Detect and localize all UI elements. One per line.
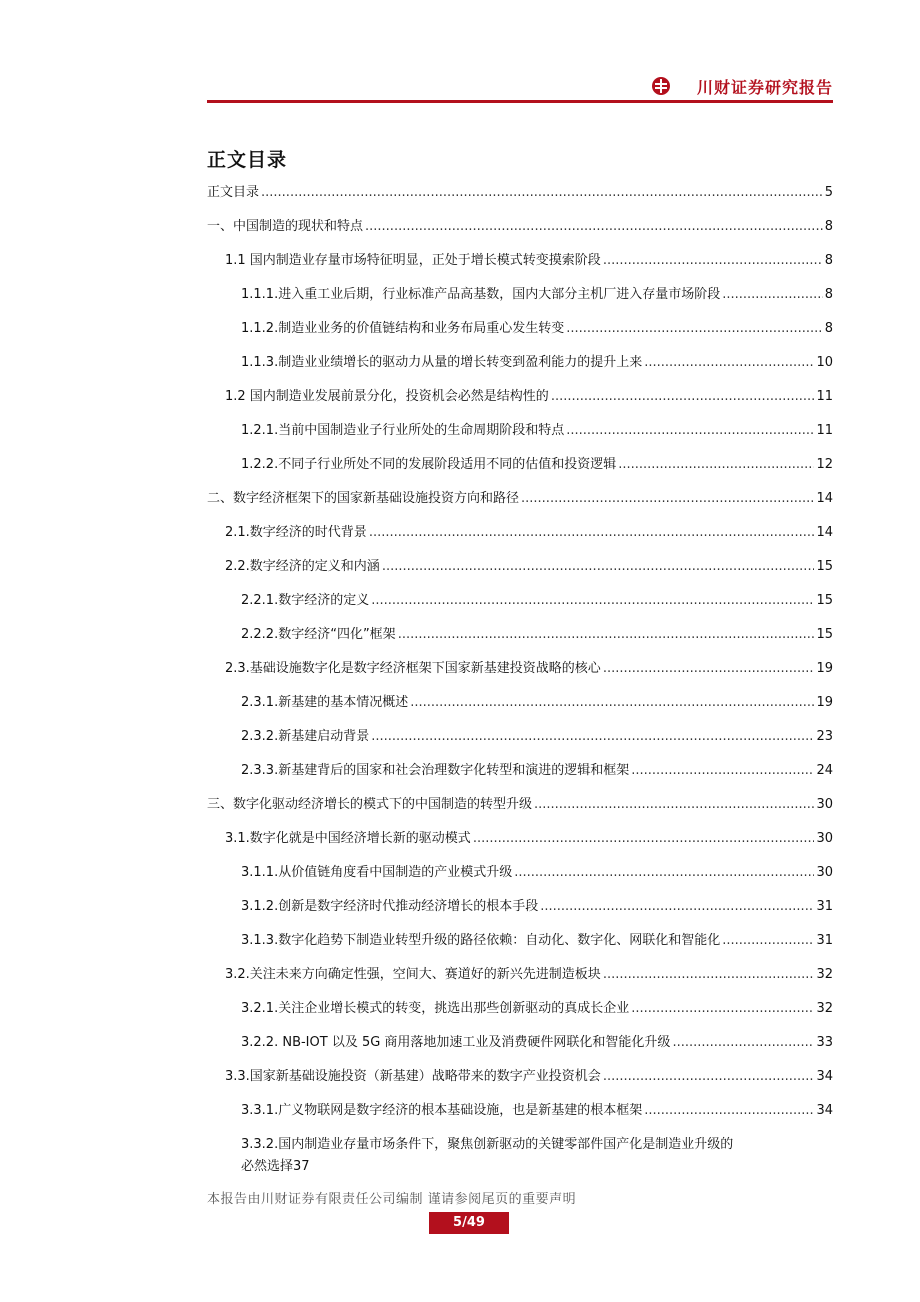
- toc-label: 2.2.2.数字经济“四化”框架: [241, 627, 396, 642]
- toc-entry[interactable]: [207, 184, 833, 202]
- toc-entry[interactable]: [225, 660, 833, 678]
- toc-page: 11: [816, 423, 833, 438]
- toc-label-continued: 必然选择37: [241, 1159, 310, 1174]
- toc-label: 3.3.2.国内制造业存量市场条件下，聚焦创新驱动的关键零部件国产化是制造业升级的: [241, 1137, 734, 1152]
- toc-label: 一、中国制造的现状和特点: [207, 219, 364, 234]
- toc-entry[interactable]: [241, 456, 833, 474]
- toc-label: 1.2.2.不同子行业所处不同的发展阶段适用不同的估值和投资逻辑: [241, 457, 617, 472]
- toc-label: 1.1 国内制造业存量市场特征明显，正处于增长模式转变摸索阶段: [225, 253, 601, 268]
- toc-entry[interactable]: [241, 728, 833, 746]
- toc-page: 30: [816, 831, 833, 846]
- toc-entry[interactable]: [241, 694, 833, 712]
- toc-page: 15: [816, 593, 833, 608]
- toc-label: 正文目录: [207, 185, 260, 200]
- page-number: 5/49: [429, 1212, 509, 1234]
- header-rule: [207, 100, 833, 103]
- toc-entry[interactable]: [241, 320, 833, 338]
- toc-label: 3.3.国家新基础设施投资（新基建）战略带来的数字产业投资机会: [225, 1069, 601, 1084]
- toc-label: 2.2.1.数字经济的定义: [241, 593, 370, 608]
- company-logo-icon: [651, 76, 671, 96]
- toc-entry[interactable]: [207, 218, 833, 236]
- toc-page: 24: [816, 763, 833, 778]
- toc-entry[interactable]: [225, 830, 833, 848]
- toc-page: 10: [816, 355, 833, 370]
- toc-label: 2.1.数字经济的时代背景: [225, 525, 367, 540]
- toc-page: 30: [816, 865, 833, 880]
- toc-entry[interactable]: [225, 252, 833, 270]
- toc-page: 15: [816, 627, 833, 642]
- toc-label: 2.3.基础设施数字化是数字经济框架下国家新基建投资战略的核心: [225, 661, 601, 676]
- toc-page: 8: [824, 219, 833, 234]
- toc-label: 3.2.1.关注企业增长模式的转变，挑选出那些创新驱动的真成长企业: [241, 1001, 630, 1016]
- toc-page: 15: [816, 559, 833, 574]
- toc-page: 8: [824, 253, 833, 268]
- toc-entry[interactable]: [241, 932, 833, 950]
- toc-label: 3.2.关注未来方向确定性强，空间大、赛道好的新兴先进制造板块: [225, 967, 601, 982]
- toc-page: 12: [816, 457, 833, 472]
- toc-entry[interactable]: [241, 354, 833, 372]
- toc-label: 2.3.1.新基建的基本情况概述: [241, 695, 409, 710]
- toc-entry[interactable]: [207, 796, 833, 814]
- toc-entry[interactable]: [225, 966, 833, 984]
- toc-entry[interactable]: [225, 388, 833, 406]
- toc-entry[interactable]: [241, 1102, 833, 1120]
- toc-label: 1.2 国内制造业发展前景分化，投资机会必然是结构性的: [225, 389, 549, 404]
- toc-label: 3.1.数字化就是中国经济增长新的驱动模式: [225, 831, 471, 846]
- toc-label: 3.2.2. NB-IOT 以及 5G 商用落地加速工业及消费硬件网联化和智能化升级: [241, 1035, 671, 1050]
- toc-entry[interactable]: [241, 626, 833, 644]
- toc-label: 二、数字经济框架下的国家新基础设施投资方向和路径: [207, 491, 520, 506]
- toc-page: 14: [816, 525, 833, 540]
- toc-entry[interactable]: [241, 592, 833, 610]
- toc-label: 1.1.1.进入重工业后期，行业标准产品高基数，国内大部分主机厂进入存量市场阶段: [241, 287, 721, 302]
- toc-label: 3.1.2.创新是数字经济时代推动经济增长的根本手段: [241, 899, 539, 914]
- toc-label: 2.3.3.新基建背后的国家和社会治理数字化转型和演进的逻辑和框架: [241, 763, 630, 778]
- toc-entry[interactable]: [225, 524, 833, 542]
- toc-entry[interactable]: [241, 286, 833, 304]
- toc-page: 32: [816, 967, 833, 982]
- toc-page: 19: [816, 661, 833, 676]
- toc-entry[interactable]: [241, 762, 833, 780]
- toc-page: 33: [816, 1035, 833, 1050]
- toc-page: 34: [816, 1069, 833, 1084]
- toc-entry[interactable]: [241, 898, 833, 916]
- page-title: 正文目录: [207, 149, 288, 171]
- toc-entry[interactable]: [225, 1068, 833, 1086]
- toc-page: 34: [816, 1103, 833, 1118]
- toc-entry[interactable]: [241, 864, 833, 882]
- toc-label: 2.2.数字经济的定义和内涵: [225, 559, 380, 574]
- toc-page: 19: [816, 695, 833, 710]
- toc-label: 3.1.1.从价值链角度看中国制造的产业模式升级: [241, 865, 513, 880]
- toc-entry[interactable]: [241, 1034, 833, 1052]
- toc-page: 8: [824, 287, 833, 302]
- toc-page: 32: [816, 1001, 833, 1016]
- toc-label: 3.3.1.广义物联网是数字经济的根本基础设施，也是新基建的根本框架: [241, 1103, 643, 1118]
- toc-label: 三、数字化驱动经济增长的模式下的中国制造的转型升级: [207, 797, 533, 812]
- toc-label: 1.2.1.当前中国制造业子行业所处的生命周期阶段和特点: [241, 423, 565, 438]
- toc-page: 5: [824, 185, 833, 200]
- toc-entry[interactable]: [241, 1000, 833, 1018]
- toc-page: 31: [816, 933, 833, 948]
- toc-label: 1.1.3.制造业业绩增长的驱动力从量的增长转变到盈利能力的提升上来: [241, 355, 643, 370]
- toc-entry-multiline[interactable]: [241, 1134, 833, 1178]
- toc-page: 8: [824, 321, 833, 336]
- toc-page: 11: [816, 389, 833, 404]
- toc-page: 23: [816, 729, 833, 744]
- toc-entry[interactable]: [207, 490, 833, 508]
- toc-page: 30: [816, 797, 833, 812]
- toc-label: 3.1.3.数字化趋势下制造业转型升级的路径依赖：自动化、数字化、网联化和智能化: [241, 933, 721, 948]
- brand-name: 川财证券研究报告: [696, 78, 833, 97]
- disclaimer-note: 本报告由川财证券有限责任公司编制 谨请参阅尾页的重要声明: [207, 1192, 577, 1207]
- toc-page: 14: [816, 491, 833, 506]
- toc-entry[interactable]: [241, 422, 833, 440]
- toc-entry[interactable]: [225, 558, 833, 576]
- toc-label: 2.3.2.新基建启动背景: [241, 729, 370, 744]
- toc-label: 1.1.2.制造业业务的价值链结构和业务布局重心发生转变: [241, 321, 565, 336]
- toc-page: 31: [816, 899, 833, 914]
